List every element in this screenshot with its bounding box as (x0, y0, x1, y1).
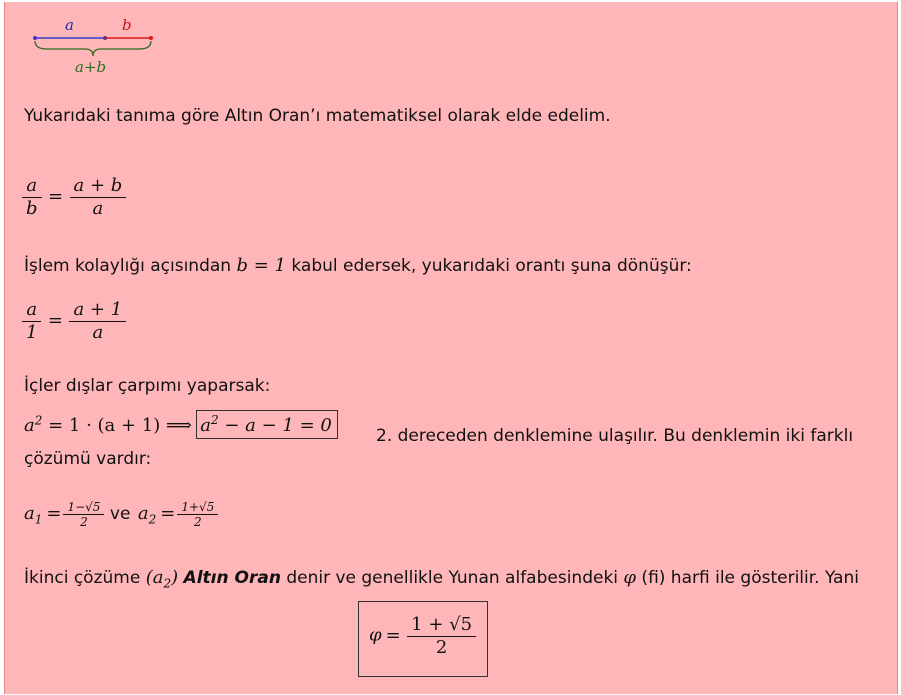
quadratic-line: $a^2 = 1 \cdot (a + 1)$ ⟹ $a^2 - a - 1 = 0$ (24, 410, 338, 439)
quadratic-box: $a^2 - a - 1 = 0$ (196, 410, 338, 439)
document-page (4, 2, 898, 694)
phi-formula-box: φ = $\frac{1 + √5}{2}$ (358, 601, 488, 677)
label-b: b (122, 16, 132, 34)
golden-ratio-paragraph: İkinci çözüme $(a_2)$ Altın Oran denir ve genellikle Yunan alfabesindeki φ (fi) harfi ile gösterilir. Yani (24, 567, 859, 591)
equation-substituted: $\frac{a}{1}$ = $\frac{a + 1}{a}$ (24, 299, 124, 344)
cross-multiply-paragraph: İçler dışlar çarpımı yaparsak: (24, 376, 271, 396)
quadratic-note-line2: çözümü vardır: (24, 449, 152, 469)
label-a: a (65, 16, 74, 34)
brace (35, 41, 151, 56)
equation-ratio: $\frac{a}{b}$ = $\frac{a + b}{a}$ (24, 175, 124, 220)
intro-paragraph: Yukarıdaki tanıma göre Altın Oran’ı matematiksel olarak elde edelim. (24, 106, 611, 126)
solutions-line: $a_1$ = $\frac{1-√5}{2}$ ve $a_2$ = $\frac{1+√5}{2}$ (24, 500, 216, 529)
label-sum: a+b (75, 58, 107, 76)
assumption-paragraph: İşlem kolaylığı açısından b = 1 kabul edersek, yukarıdaki orantı şuna dönüşür: (24, 255, 692, 276)
segment-diagram (27, 14, 167, 80)
quadratic-note-line1: 2. dereceden denklemine ulaşılır. Bu denklemin iki farklı (376, 426, 854, 446)
